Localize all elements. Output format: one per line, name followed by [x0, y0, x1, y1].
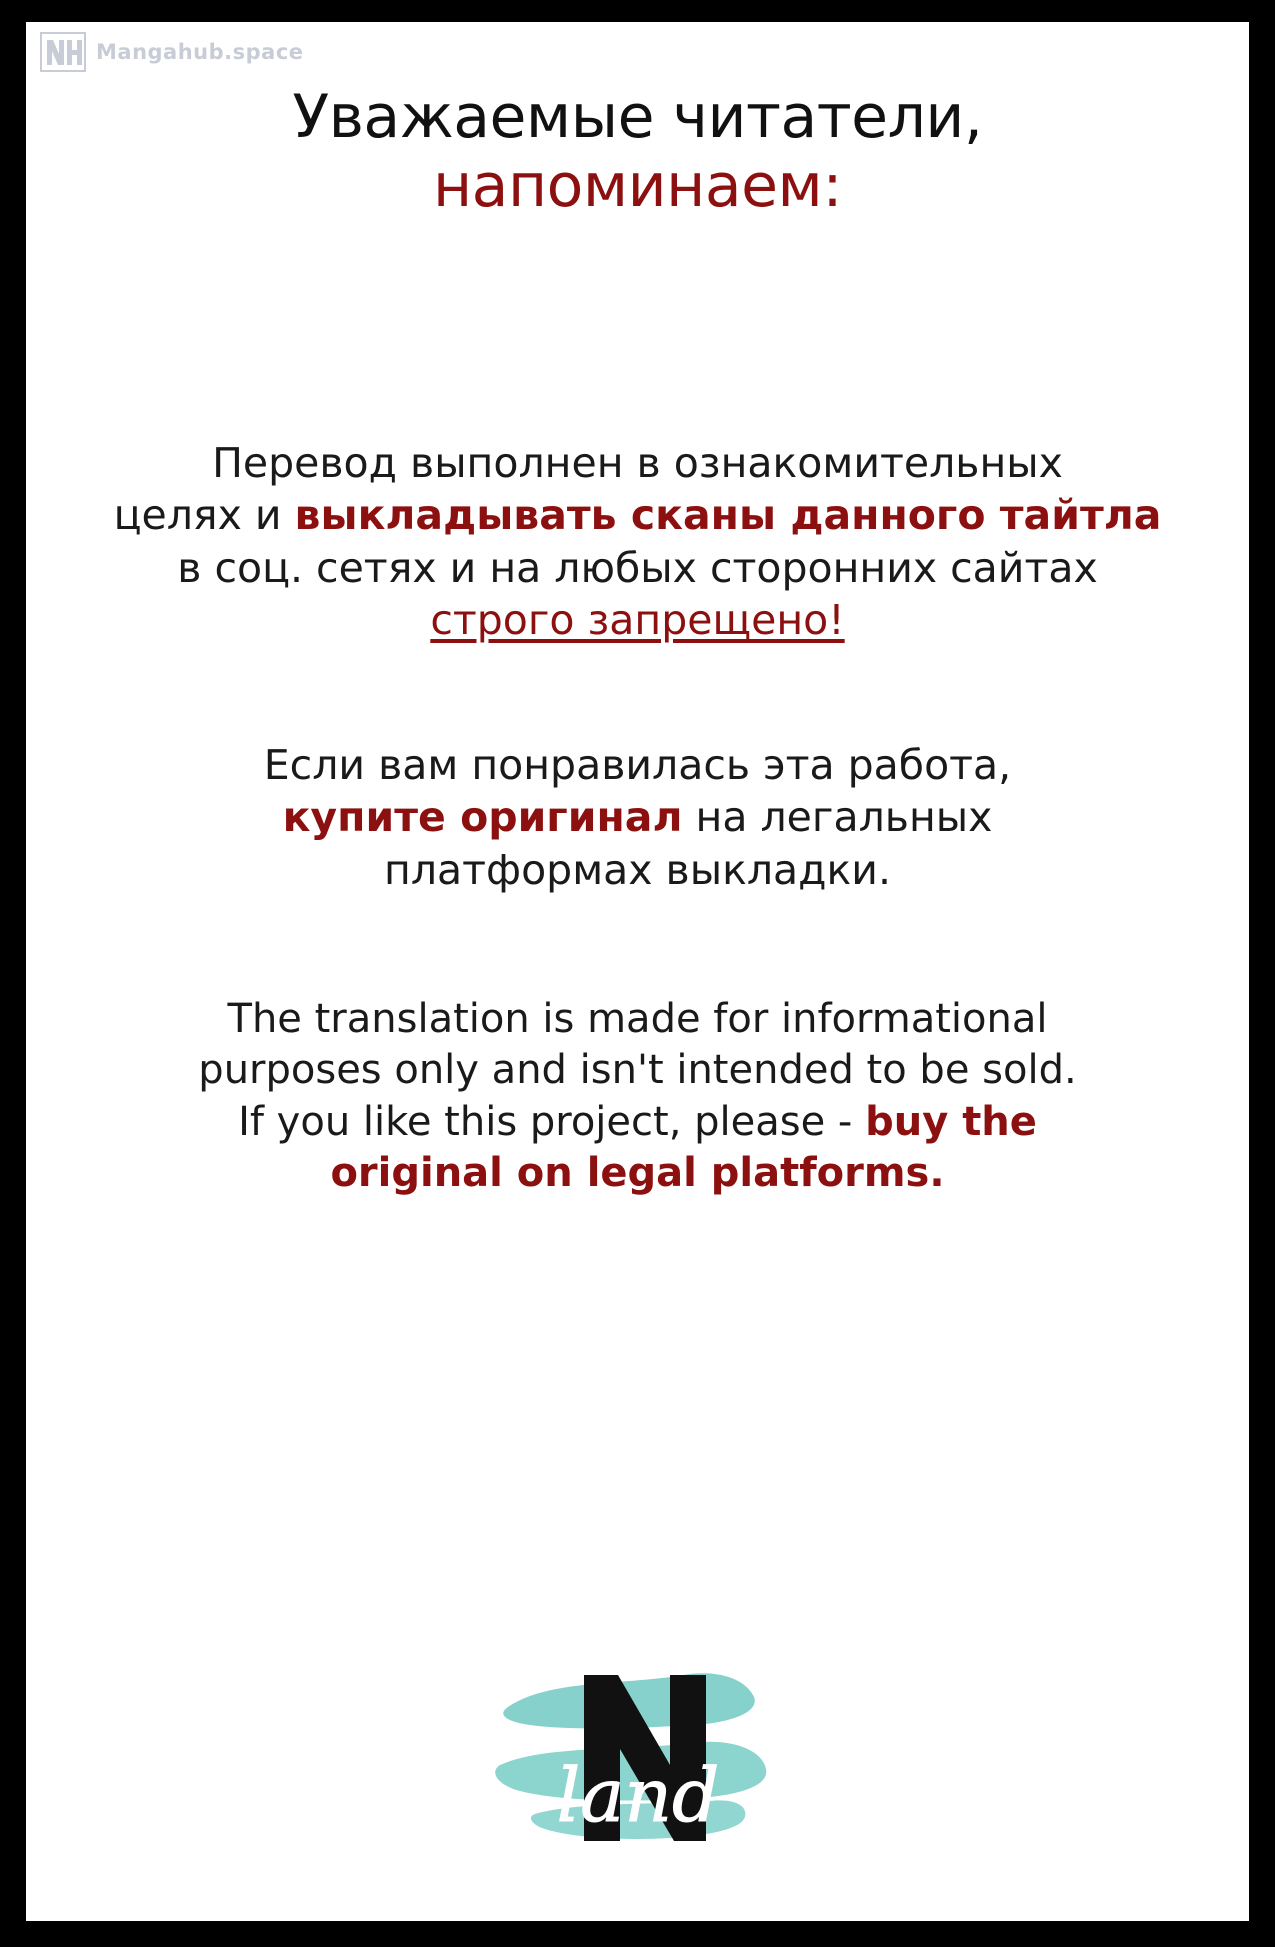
notice-ru-line-2-accent: выкладывать сканы данного тайтла [294, 491, 1162, 540]
notice-page [26, 22, 1249, 1921]
watermark-site-name: Mangahub.space [96, 40, 304, 64]
notice-ru-line-3: в соц. сетях и на любых сторонних сайтах [177, 543, 1098, 592]
notice-en-line-1: The translation is made for informational [227, 996, 1048, 1043]
notice-en-line-4-accent: original on legal platforms. [330, 1149, 945, 1196]
nland-brand-logo [26, 1645, 1249, 1875]
mangahub-logo-icon [40, 32, 86, 72]
notice-en-line-3 [26, 1097, 1249, 1148]
notice-ru-line-4 [26, 594, 1249, 646]
support-ru-line-3: платформах выкладки. [384, 845, 891, 894]
title-line-1: Уважаемые читатели, [292, 82, 983, 152]
notice-en-line-3-plain: If you like this project, please - [238, 1098, 866, 1145]
notice-russian-paragraph [26, 437, 1249, 647]
notice-ru-line-4-accent: строго запрещено! [430, 596, 845, 645]
notice-body [26, 437, 1249, 1199]
notice-english-paragraph [26, 994, 1249, 1199]
svg-text:land: land [556, 1753, 719, 1839]
title-line-2: напоминаем: [432, 151, 843, 222]
notice-en-line-3-accent: buy the [865, 1098, 1037, 1145]
support-ru-line-1: Если вам понравилась эта работа, [263, 740, 1012, 789]
notice-ru-line-1: Перевод выполнен в ознакомительных [212, 438, 1063, 487]
support-ru-line-2 [26, 791, 1249, 843]
notice-ru-line-2-plain: целях и [113, 491, 295, 540]
support-russian-paragraph [26, 739, 1249, 896]
notice-ru-line-2 [26, 489, 1249, 541]
support-ru-line-2-accent: купите оригинал [282, 793, 683, 842]
notice-en-line-2: purposes only and isn't intended to be sold. [198, 1047, 1077, 1094]
page-title [26, 84, 1249, 222]
support-ru-line-2-plain: на легальных [682, 793, 993, 842]
brand-script-land [556, 1753, 719, 1839]
site-watermark [40, 32, 304, 72]
